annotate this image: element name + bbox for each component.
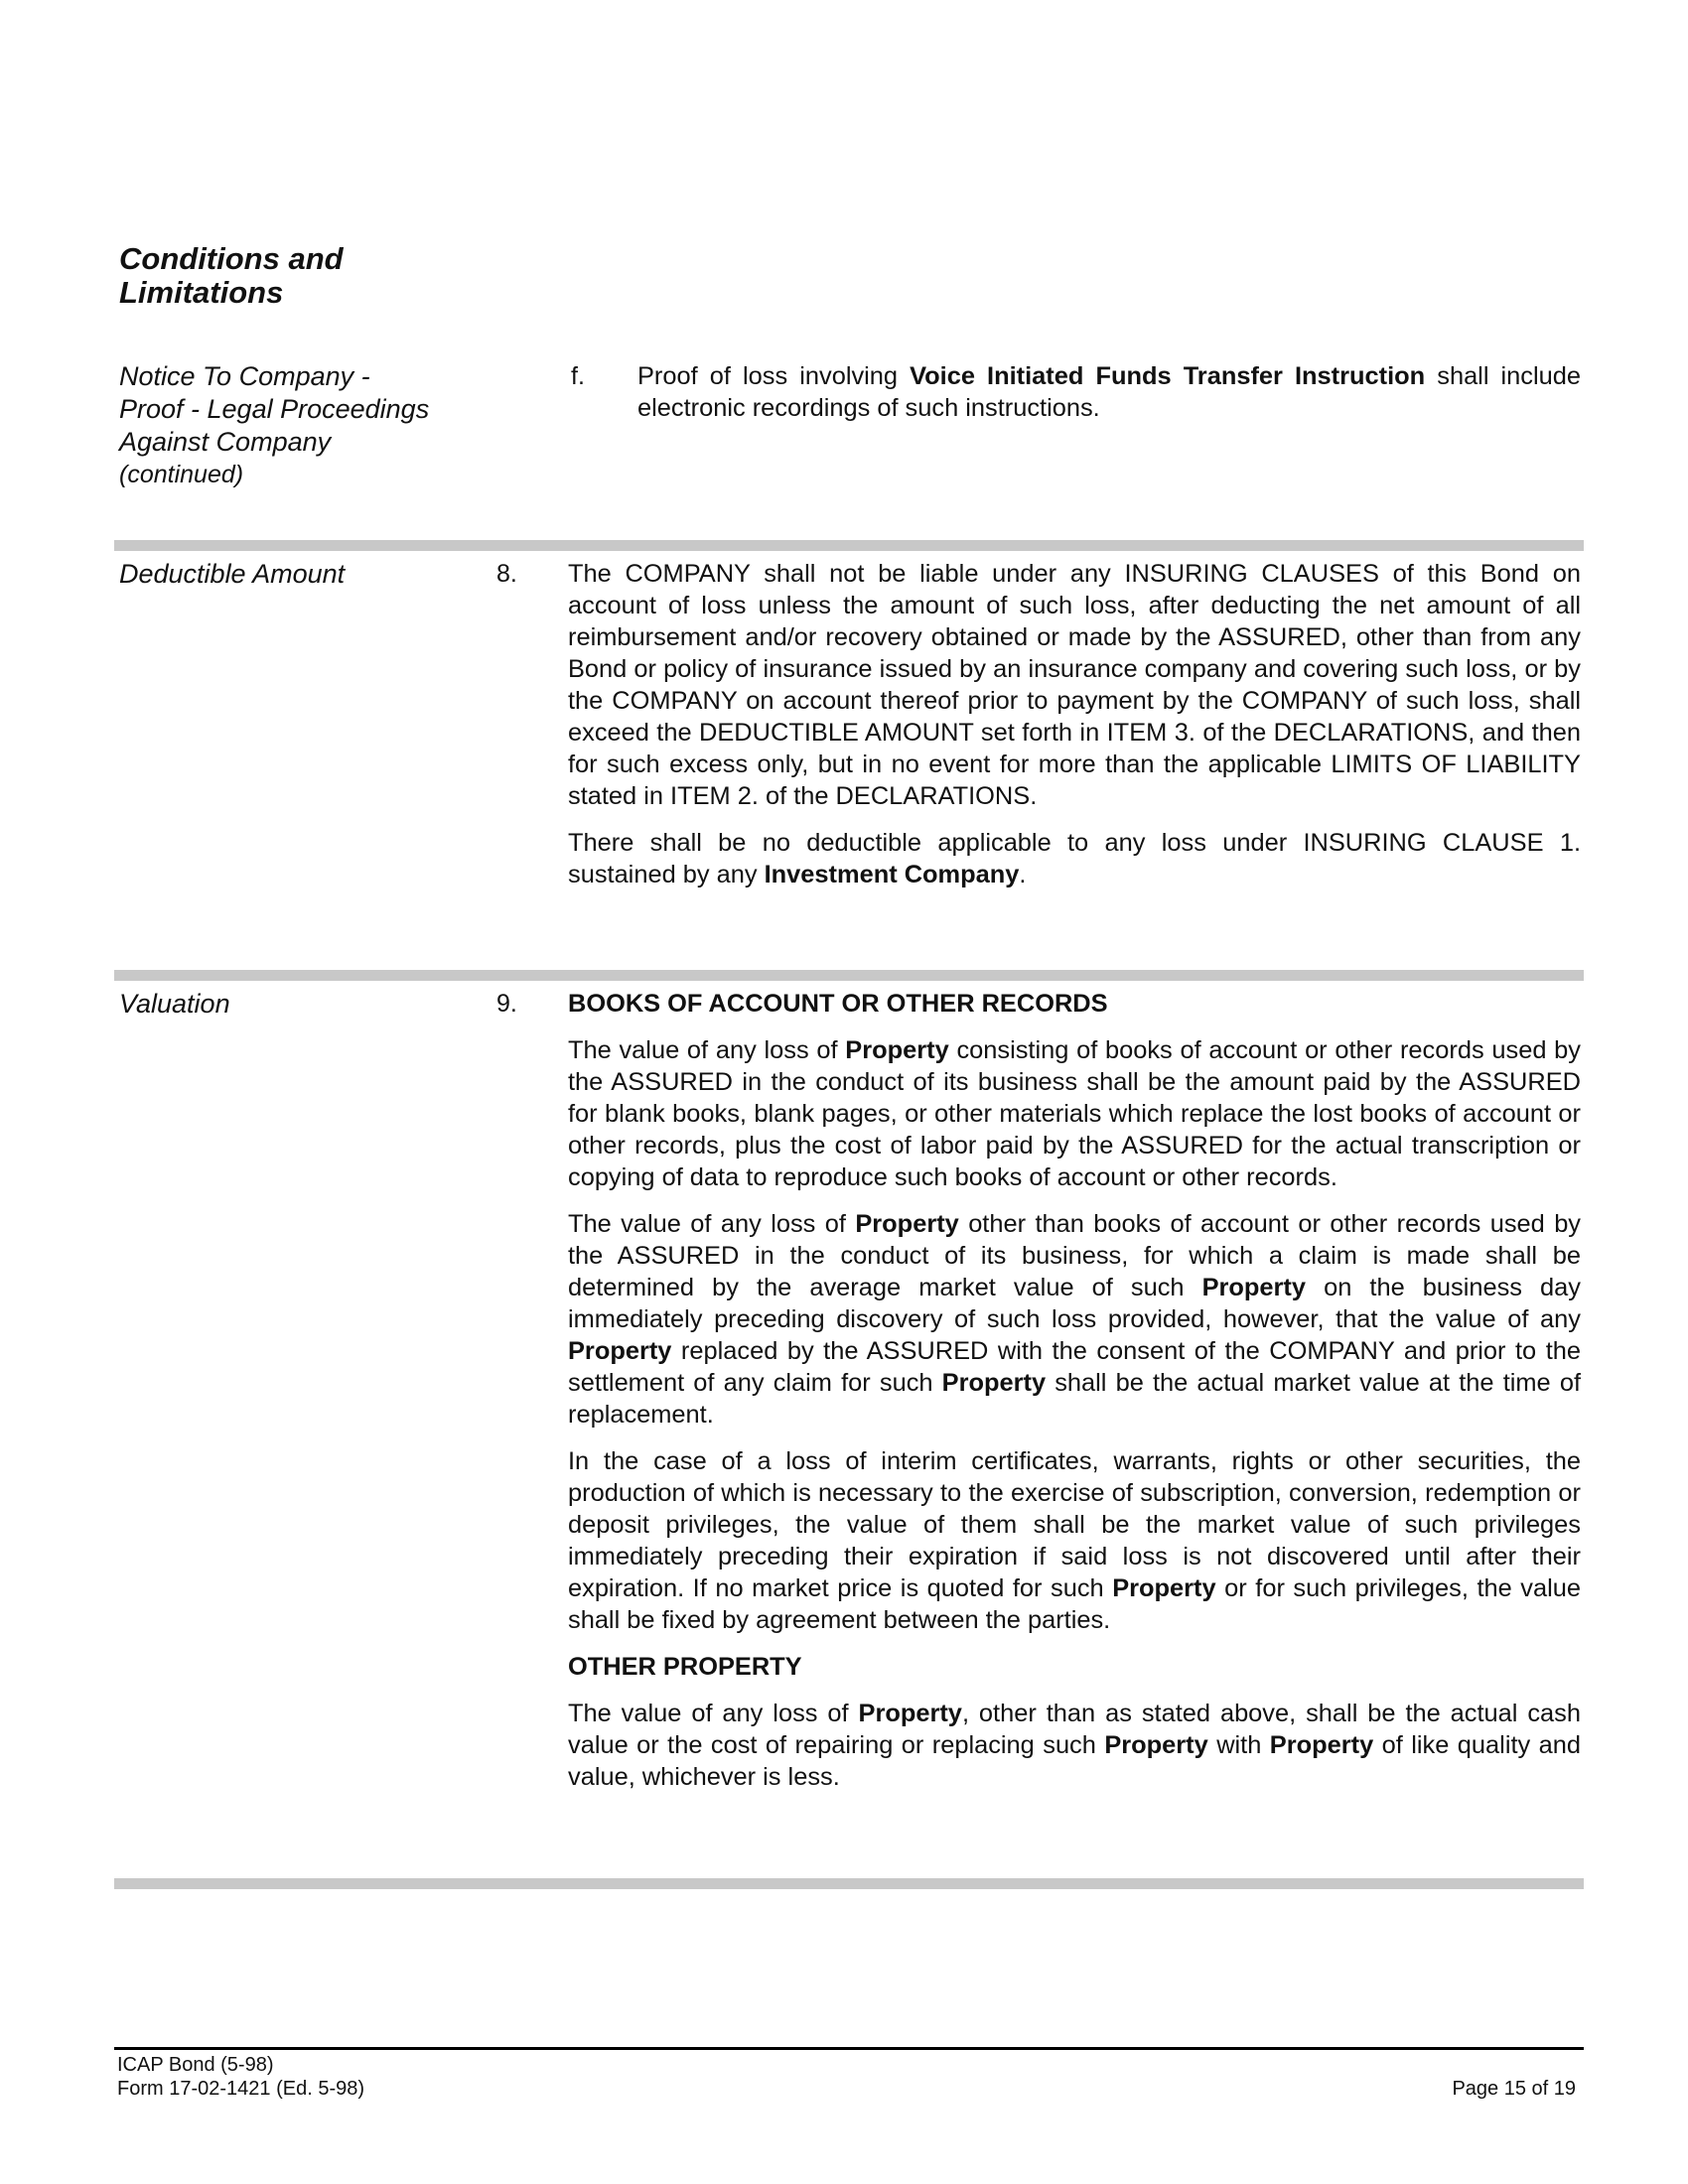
- valuation-heading-books: BOOKS OF ACCOUNT OR OTHER RECORDS: [568, 990, 1108, 1018]
- notice-paragraph: [637, 360, 1581, 439]
- valuation-p2-part-4: replaced by the ASSURED with the consent of the COMPANY and prior to the settlement of any claim for such: [568, 1337, 1581, 1397]
- valuation-paragraph-4: [568, 1698, 1581, 1793]
- valuation-number: 9.: [496, 990, 517, 1018]
- valuation-p4-part-4: of like quality and value, whichever is less.: [568, 1731, 1582, 1791]
- page-title: [119, 242, 516, 310]
- deductible-body: [568, 558, 1581, 905]
- valuation-p2-bold-4: Property: [941, 1369, 1047, 1397]
- notice-label-line-3: Against Company: [119, 427, 332, 457]
- valuation-p2-bold-2: Property: [1201, 1274, 1307, 1301]
- notice-text: [637, 360, 1581, 424]
- notice-side-label: [119, 360, 496, 491]
- valuation-p3-part-2: or for such privileges, the value shall be fixed by agreement between the parties.: [568, 1574, 1581, 1634]
- page-number: Page 15 of 19: [1452, 2078, 1576, 2100]
- valuation-body: [568, 988, 1581, 1808]
- valuation-p2-bold-1: Property: [855, 1210, 959, 1238]
- footer-rule: [114, 2047, 1584, 2050]
- notice-text-part-1: Proof of loss involving: [637, 362, 911, 390]
- deductible-paragraph-1: The COMPANY shall not be liable under any INSURING CLAUSES of this Bond on account of loss unless the amount of such loss, after deducting the net amount of all reimbursement and/or recovery obtained or made by the ASSURED, other than from any Bond or policy of insurance issued by an insurance company and covering such loss, or by the COMPANY on account thereof prior to payment by the COMPANY of such loss, shall exceed the DEDUCTIBLE AMOUNT set forth in ITEM 3. of the DECLARATIONS, and then for such excess only, but in no event for more than the applicable LIMITS OF LIABILITY stated in ITEM 2. of the DECLARATIONS.: [568, 560, 1581, 810]
- valuation-p4-bold-1: Property: [858, 1700, 962, 1727]
- notice-item-letter: f.: [571, 362, 585, 390]
- notice-label-line-2: Proof - Legal Proceedings: [119, 394, 430, 424]
- valuation-p2-part-3: on the business day immediately preceding discovery of such loss provided, however, that the value of any: [568, 1274, 1581, 1333]
- page-title-line-1: Conditions and: [119, 241, 344, 276]
- valuation-side-label: Valuation: [119, 989, 230, 1019]
- notice-text-bold-1: Voice Initiated Funds Transfer Instruction: [910, 362, 1426, 390]
- section-divider-1: [114, 540, 1584, 551]
- valuation-p2-part-2: other than books of account or other records used by the ASSURED in the conduct of its business, for which a claim is made shall be determined by the average market value of such: [568, 1210, 1582, 1301]
- footer-bond-name: ICAP Bond (5-98): [117, 2054, 274, 2076]
- valuation-p4-bold-2: Property: [1104, 1731, 1208, 1759]
- deductible-p2-bold-1: Investment Company: [764, 861, 1020, 888]
- valuation-p1-part-1: The value of any loss of: [568, 1036, 846, 1064]
- notice-label-continued: (continued): [119, 461, 244, 488]
- deductible-p2-part-1: There shall be no deductible applicable to any loss under INSURING CLAUSE 1. sustained by any: [568, 829, 1581, 888]
- section-divider-2: [114, 970, 1584, 981]
- valuation-paragraph-1: [568, 1034, 1581, 1193]
- valuation-p3-bold-1: Property: [1112, 1574, 1216, 1602]
- footer-form-info: [117, 2053, 364, 2101]
- valuation-p3-part-1: In the case of a loss of interim certificates, warrants, rights or other securities, the production of which is necessary to the exercise of subscription, conversion, redemption or deposit privileges, the value of them shall be the market value of such privileges immediately preceding their expiration if said loss is not discovered until after their expiration. If no market price is quoted for such: [568, 1447, 1581, 1602]
- page-title-line-2: Limitations: [119, 275, 284, 310]
- section-divider-3: [114, 1878, 1584, 1889]
- deductible-p2-part-2: .: [1019, 861, 1027, 888]
- deductible-side-label: Deductible Amount: [119, 559, 346, 589]
- deductible-number: 8.: [496, 560, 517, 588]
- valuation-p2-part-1: The value of any loss of: [568, 1210, 856, 1238]
- valuation-paragraph-2: [568, 1208, 1581, 1431]
- notice-text-part-2: shall include electronic recordings of such instructions.: [637, 362, 1582, 422]
- valuation-p1-bold-1: Property: [845, 1036, 949, 1064]
- valuation-section: [119, 988, 1581, 1861]
- valuation-p2-bold-3: Property: [568, 1337, 672, 1365]
- valuation-p2-part-5: shall be the actual market value at the time of replacement.: [568, 1369, 1581, 1429]
- valuation-p4-part-1: The value of any loss of: [568, 1700, 859, 1727]
- valuation-paragraph-3: [568, 1445, 1581, 1636]
- valuation-p1-part-2: consisting of books of account or other records used by the ASSURED in the conduct of its business shall be the amount paid by the ASSURED for blank books, blank pages, or other materials which replace the lost books of account or other records, plus the cost of labor paid by the ASSURED for the actual transcription or copying of data to reproduce such books of account or other records.: [568, 1036, 1581, 1191]
- deductible-paragraph-2: [568, 827, 1581, 890]
- valuation-p4-part-3: with: [1207, 1731, 1270, 1759]
- deductible-section: [119, 558, 1581, 935]
- notice-section: [119, 360, 1581, 499]
- valuation-p4-bold-3: Property: [1269, 1731, 1374, 1759]
- valuation-p4-part-2: , other than as stated above, shall be the actual cash value or the cost of repairing or replacing such: [568, 1700, 1581, 1759]
- footer-form-number: Form 17-02-1421 (Ed. 5-98): [117, 2078, 365, 2100]
- notice-label-line-1: Notice To Company -: [119, 361, 370, 391]
- valuation-heading-other-property: OTHER PROPERTY: [568, 1653, 802, 1681]
